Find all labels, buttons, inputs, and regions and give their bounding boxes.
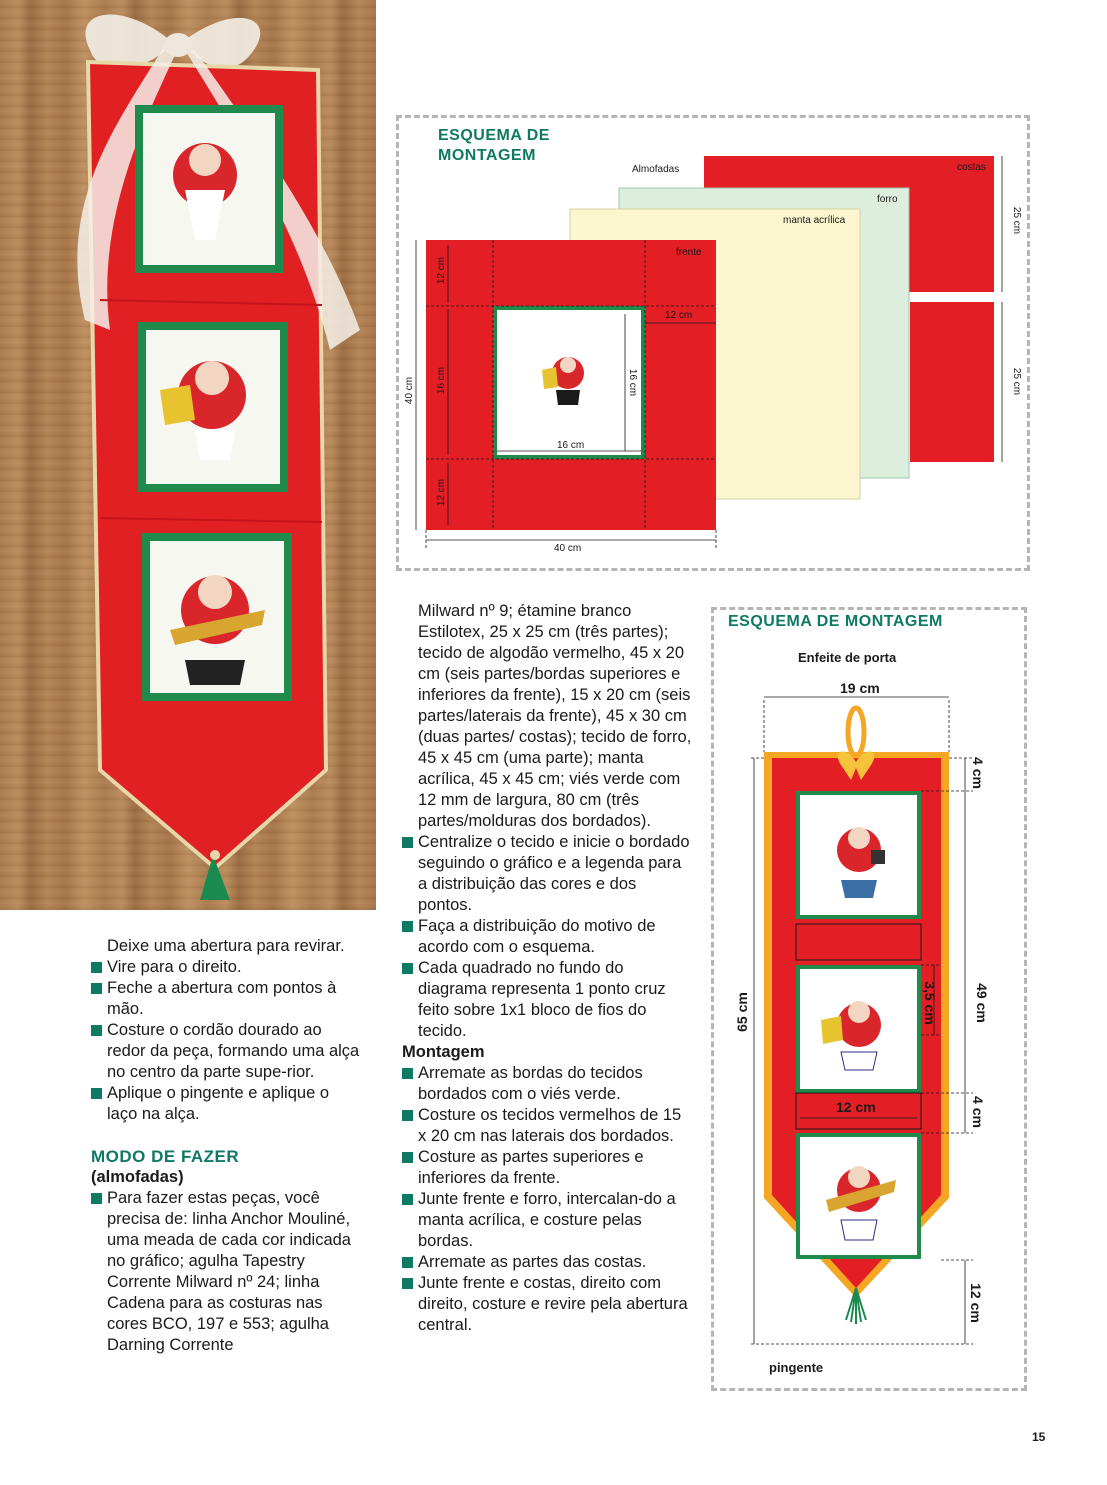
materials-list: Para fazer estas peças, você precisa de: linha Anchor Mouliné, uma meada de cada cor indicada no gráfico; agulha Tapestry Corrente Milward nº 24; linha Cadena para as costuras nas cores BCO, 197 e 553; agulha Darning Corrente	[91, 1188, 361, 1356]
text-column-left	[91, 936, 361, 1356]
label-almofadas: Almofadas	[632, 164, 680, 175]
label-pingente: pingente	[769, 1360, 824, 1375]
text-column-middle	[402, 601, 692, 1336]
dim-65cm: 65 cm	[733, 992, 750, 1032]
dim-12cm-top: 12 cm	[436, 256, 448, 285]
dim-19cm: 19 cm	[840, 680, 880, 696]
section-subheading: (almofadas)	[91, 1168, 184, 1186]
step-finish-backs: Arremate as partes das costas.	[402, 1252, 692, 1273]
dim-16cm-bottom: 16 cm	[557, 440, 585, 451]
label-forro: forro	[877, 194, 898, 205]
diagram1-title: ESQUEMA DE MONTAGEM	[438, 127, 550, 164]
step-join-front-back: Junte frente e costas, direito com direito, costure e revire pela abertura central.	[402, 1273, 692, 1336]
dim-40cm-left: 40 cm	[404, 376, 416, 405]
dim-25cm-top: 25 cm	[1011, 206, 1023, 235]
materials-continued: Milward nº 9; étamine branco Estilotex, 25 x 25 cm (três partes); tecido de algodão vermelho, 45 x 20 cm (seis partes/bordas superiores e inferiores da frente), 15 x 20 cm (seis partes/laterais da frente), 45 x 30 cm (duas partes/ costas); tecido de forro, 45 x 45 cm (uma parte); manta acrílica, 45 x 45 cm; viés verde com 12 mm de largura, 80 cm (três partes/molduras dos bordados).	[418, 602, 692, 830]
step-finish-edges: Arremate as bordas do tecidos bordados com o viés verde.	[402, 1063, 692, 1105]
label-costas: costas	[957, 162, 986, 173]
dim-4cm-bottom: 4 cm	[969, 1096, 986, 1128]
page-number: 15	[1032, 1430, 1046, 1444]
step-sew-top-bottom: Costure as partes superiores e inferiores da frente.	[402, 1147, 692, 1189]
step-sew-cord: Costure o cordão dourado ao redor da peça, formando uma alça no centro da parte supe-rior.	[91, 1020, 361, 1083]
label-manta: manta acrílica	[783, 215, 846, 226]
dim-25cm-bottom: 25 cm	[1011, 367, 1023, 396]
dim-16cm-right: 16 cm	[627, 368, 639, 397]
diagram2-subtitle: Enfeite de porta	[798, 650, 897, 665]
dim-12cm-tip: 12 cm	[967, 1283, 984, 1323]
step-sew-red-fabrics: Costure os tecidos vermelhos de 15 x 20 cm nas laterais dos bordados.	[402, 1105, 692, 1147]
cushion-layers-diagram	[396, 115, 1030, 571]
product-photo	[0, 0, 376, 910]
section-heading-montagem: Montagem	[402, 1043, 485, 1061]
step-center-fabric: Centralize o tecido e inicie o bordado seguindo o gráfico e a legenda para a distribuição das cores e dos pontos.	[402, 832, 692, 916]
step-close-opening: Feche a abertura com pontos à mão.	[91, 978, 361, 1020]
dim-4cm-top: 4 cm	[969, 757, 986, 789]
diagram2-title: ESQUEMA DE MONTAGEM	[728, 613, 943, 630]
dim-49cm: 49 cm	[973, 983, 990, 1023]
step-join-front-lining: Junte frente e forro, intercalan-do a manta acrílica, e costure pelas bordas.	[402, 1189, 692, 1252]
dim-12cm-strip: 12 cm	[836, 1099, 876, 1115]
dim-3-5cm: 3,5 cm	[921, 981, 938, 1025]
dim-12cm-bottom: 12 cm	[436, 478, 448, 507]
banner-photo-illustration	[0, 0, 376, 910]
label-frente: frente	[676, 247, 702, 258]
step-turn-right-side: Vire para o direito.	[91, 957, 361, 978]
section-heading-modo: MODO DE FAZER	[91, 1147, 240, 1166]
dim-12cm-right: 12 cm	[665, 310, 693, 321]
dim-16cm-left: 16 cm	[436, 366, 448, 395]
step-apply-pendant: Aplique o pingente e aplique o laço na alça.	[91, 1083, 361, 1125]
step-distribute-motif: Faça a distribuição do motivo de acordo com o esquema.	[402, 916, 692, 958]
step-square-meaning: Cada quadrado no fundo do diagrama representa 1 ponto cruz feito sobre 1x1 bloco de fios do tecido.	[402, 958, 692, 1042]
paragraph-opening: Deixe uma abertura para revirar.	[107, 937, 345, 955]
dim-40cm-bottom: 40 cm	[554, 543, 582, 554]
